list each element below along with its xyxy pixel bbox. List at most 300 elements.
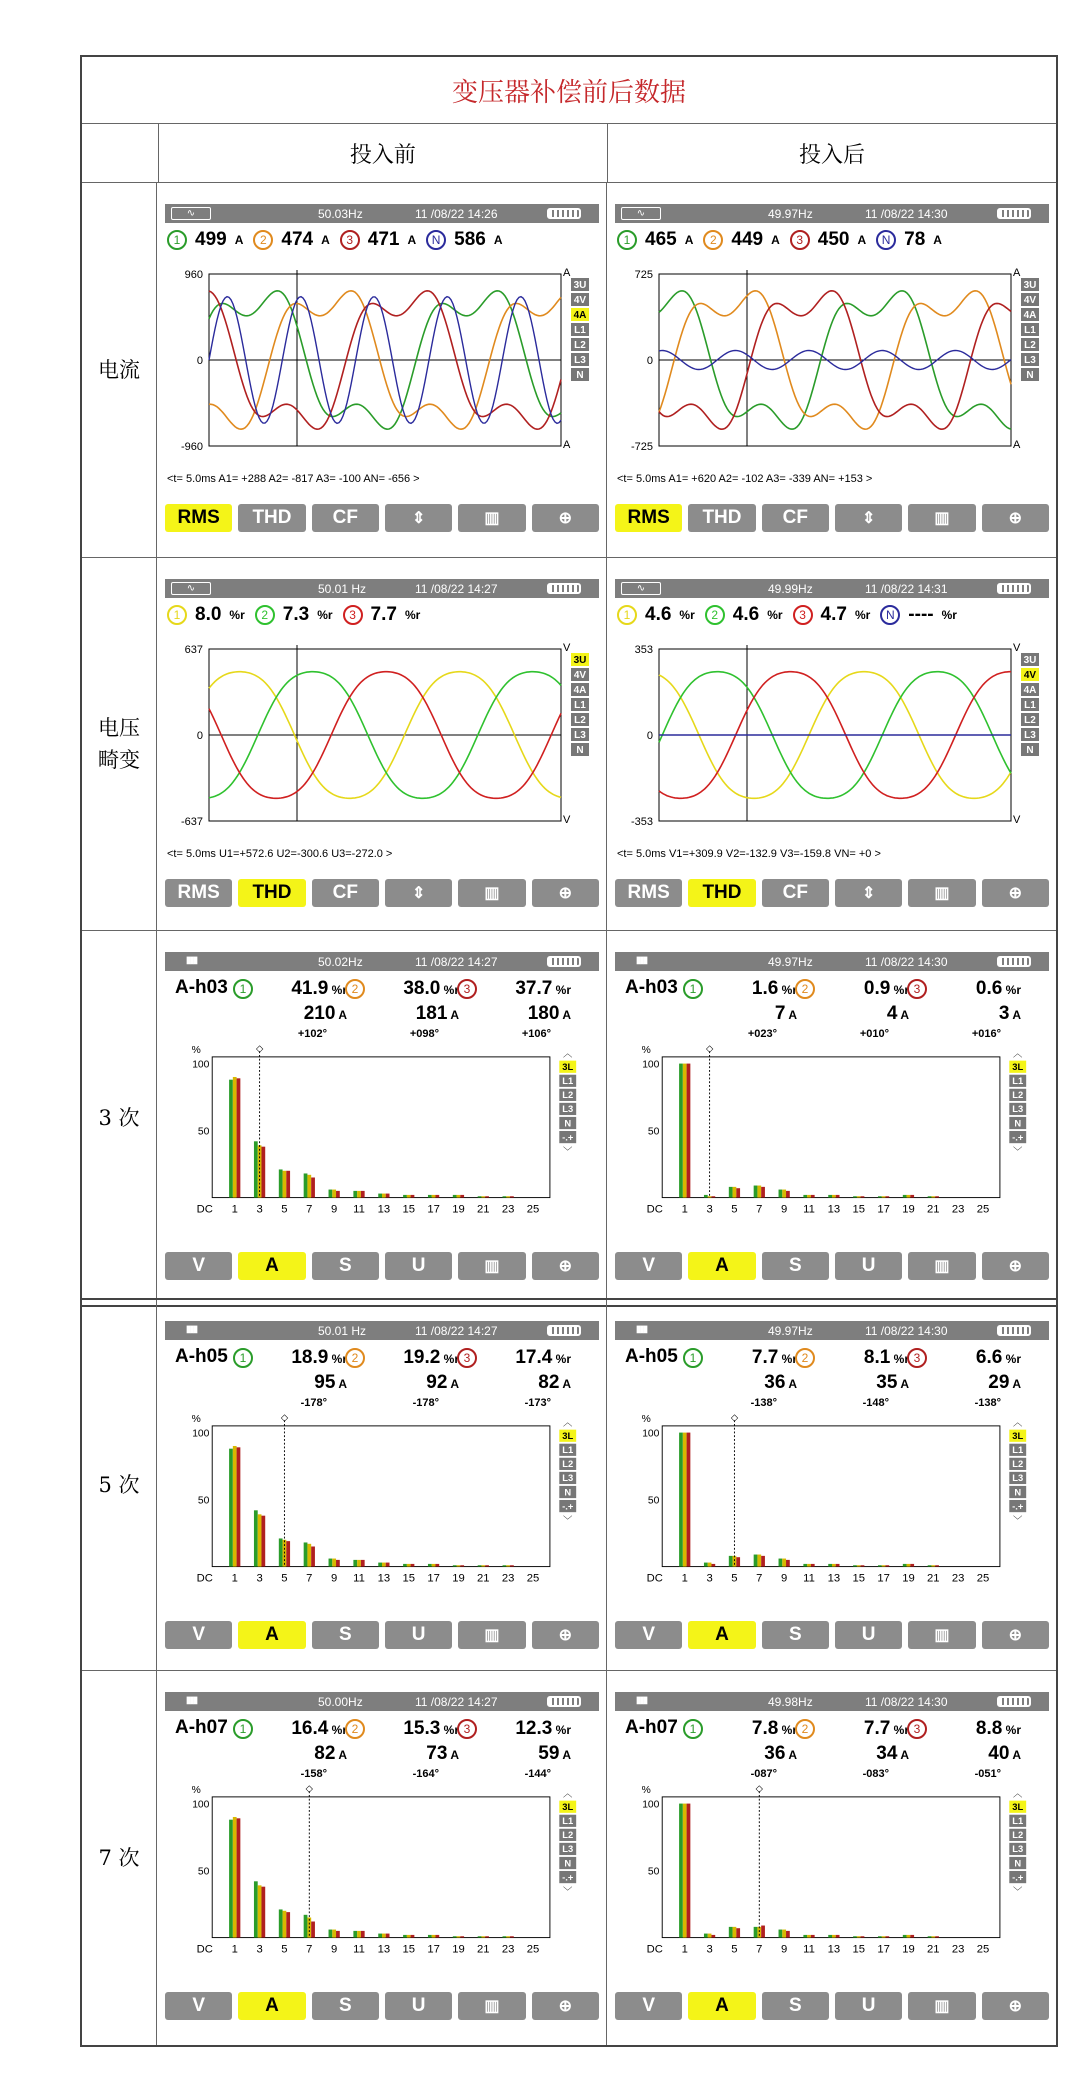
harmonic-bar (336, 1931, 340, 1938)
down-arrow-icon[interactable]: ﹀ (1013, 1515, 1023, 1526)
harmonic-name: A-h07 (175, 1717, 228, 1738)
meter-screen (165, 204, 599, 544)
button-u[interactable]: U (385, 1621, 452, 1649)
phase-unit: %r (679, 608, 695, 622)
harmonic-amp: 73 (426, 1743, 448, 1764)
battery-icon (547, 956, 581, 967)
harmonic-phase-1 (687, 1346, 797, 1410)
meter-screen (165, 579, 599, 919)
y-max-label: 960 (184, 269, 203, 281)
x-tick-label: 5 (281, 1572, 288, 1585)
harmonic-phase-3 (911, 1346, 1021, 1410)
battery-icon (547, 583, 581, 594)
x-tick-label: 21 (477, 1203, 490, 1216)
harmonic-amp: 92 (426, 1372, 448, 1393)
up-arrow-icon[interactable]: ︿ (563, 1788, 573, 1799)
harmonic-bar (478, 1196, 482, 1197)
phase-reading (255, 604, 333, 626)
cursor-readout: <t= 5.0ms U1=+572.6 U2=-300.6 U3=-272.0 > (167, 848, 393, 860)
grid-icon[interactable]: ▥ (458, 1992, 525, 2020)
harmonic-bar (811, 1195, 815, 1198)
zoom-icon[interactable]: ⊕ (532, 879, 599, 907)
button-a[interactable]: A (238, 1621, 305, 1649)
harmonic-bar (729, 1927, 733, 1938)
x-tick-label: 25 (976, 1203, 990, 1216)
button-rms[interactable]: RMS (615, 879, 682, 907)
zoom-icon[interactable]: ⊕ (982, 1252, 1049, 1280)
amp-unit: A (559, 1008, 571, 1022)
phase-unit: A (684, 233, 694, 247)
grid-icon[interactable]: ▥ (908, 1252, 975, 1280)
button-s[interactable]: S (762, 1621, 829, 1649)
up-arrow-icon[interactable]: ︿ (1013, 1048, 1023, 1059)
zoom-icon[interactable]: ⊕ (532, 1621, 599, 1649)
harmonic-phase: -138° (974, 1397, 1001, 1409)
phase-1-icon: 1 (683, 979, 703, 999)
phase-3-icon: 3 (457, 1348, 477, 1368)
harmonic-bar (782, 1190, 786, 1198)
header-before: 投入前 (159, 124, 608, 182)
harmonic-bar (828, 1195, 832, 1198)
phase-1-icon: 1 (167, 605, 187, 625)
harmonic-bar (733, 1556, 737, 1567)
up-arrow-icon[interactable]: ︿ (1013, 1788, 1023, 1799)
harmonic-bar (311, 1546, 315, 1566)
phase-value: 7.3 (282, 604, 310, 625)
harmonic-amp-line (461, 1742, 571, 1767)
y-min-label: -960 (180, 441, 203, 453)
harmonic-amp: 59 (538, 1743, 560, 1764)
y-min-label: -725 (630, 441, 653, 453)
y-tick-label: 50 (197, 1495, 210, 1507)
cell-before (157, 1671, 607, 2045)
harmonic-pct: 12.3 (515, 1718, 553, 1739)
harmonic-bar (386, 1934, 390, 1938)
harmonic-bar (435, 1935, 439, 1938)
button-a[interactable]: A (238, 1992, 305, 2020)
harmonic-bar (382, 1194, 386, 1198)
harmonic-mode-icon: ▮▮▮ (635, 1695, 647, 1706)
pct-unit: %r (778, 1352, 797, 1366)
cursor-icon[interactable]: ⇕ (385, 879, 452, 907)
zoom-icon[interactable]: ⊕ (982, 879, 1049, 907)
harmonic-bar (683, 1064, 687, 1198)
down-arrow-icon[interactable]: ﹀ (563, 1515, 573, 1526)
harmonic-phase-1 (237, 1717, 347, 1781)
harmonic-amp-line (799, 1371, 909, 1396)
harmonic-bar (485, 1936, 489, 1937)
function-buttons (165, 1992, 599, 2020)
x-tick-label: 3 (256, 1943, 263, 1956)
phase-2-icon: 2 (345, 1719, 365, 1739)
x-tick-label: 23 (951, 1572, 965, 1585)
harmonic-bar (910, 1935, 914, 1938)
waveform-mode-icon: ∿ (621, 582, 661, 595)
phase-2-icon: 2 (345, 1348, 365, 1368)
harmonic-name: A-h03 (175, 977, 228, 998)
x-tick-label: 25 (526, 1572, 540, 1585)
side-tab-label: L2 (1024, 715, 1036, 726)
x-tick-label: 7 (306, 1943, 313, 1956)
meter-screen (615, 1321, 1049, 1661)
y-tick-label: 100 (642, 1428, 660, 1440)
down-arrow-icon[interactable]: ﹀ (1013, 1146, 1023, 1157)
amp-unit: A (335, 1008, 347, 1022)
harmonic-bar (928, 1936, 932, 1937)
harmonic-phase: -173° (524, 1397, 551, 1409)
zoom-icon[interactable]: ⊕ (982, 1621, 1049, 1649)
harmonic-bar (861, 1565, 865, 1566)
x-tick-label: 9 (331, 1572, 338, 1585)
cell-after (607, 1671, 1056, 2045)
x-tick-label: 23 (501, 1943, 515, 1956)
x-tick-label: DC (196, 1572, 213, 1585)
harmonic-bar (428, 1935, 432, 1938)
harmonic-phase: -178° (412, 1397, 439, 1409)
harmonic-bar (931, 1196, 935, 1197)
harmonic-pct: 19.2 (403, 1347, 441, 1368)
y-tick-label: 50 (647, 1126, 660, 1138)
phase-reading (880, 604, 957, 626)
harmonic-bar (311, 1177, 315, 1197)
harmonic-bar (428, 1564, 432, 1567)
harmonic-bar (510, 1565, 514, 1566)
harmonic-bar (506, 1565, 510, 1566)
harmonic-bar (687, 1804, 691, 1938)
harmonic-bar (807, 1935, 811, 1938)
harmonic-phase-2 (799, 1346, 909, 1410)
phase-value: 7.7 (370, 604, 397, 625)
phase-1-icon: 1 (233, 1348, 253, 1368)
down-arrow-icon[interactable]: ﹀ (1013, 1886, 1023, 1897)
y-zero-label: 0 (196, 730, 203, 742)
harmonic-bar (261, 1516, 265, 1567)
phase-reading (340, 229, 416, 251)
harmonic-bar (853, 1936, 857, 1937)
pct-unit: %r (552, 1352, 571, 1366)
harmonic-amp-line (911, 1742, 1021, 1767)
harmonic-bar (803, 1564, 807, 1567)
button-s[interactable]: S (762, 1992, 829, 2020)
harmonic-bar (457, 1565, 461, 1566)
button-thd[interactable]: THD (688, 504, 755, 532)
y-unit-label: V (563, 642, 571, 654)
phase-2-icon: 2 (705, 605, 725, 625)
grid-icon[interactable]: ▥ (908, 879, 975, 907)
button-s[interactable]: S (312, 1992, 379, 2020)
side-tab-label: L1 (1012, 1816, 1024, 1827)
harmonic-bar (761, 1926, 765, 1938)
harmonic-name: A-h05 (625, 1346, 678, 1367)
button-rms[interactable]: RMS (615, 504, 682, 532)
phase-3-icon: 3 (907, 979, 927, 999)
x-tick-label: 21 (477, 1943, 490, 1956)
x-tick-label: 5 (281, 1943, 288, 1956)
phase-2-icon: 2 (795, 1348, 815, 1368)
phase-3-icon: 3 (343, 605, 363, 625)
harmonic-phase: -178° (300, 1397, 327, 1409)
phase-unit: A (857, 233, 867, 247)
harmonic-bar (411, 1195, 415, 1198)
pct-unit: %r (328, 1723, 347, 1737)
harmonic-bar (378, 1563, 382, 1567)
pct-unit: %r (552, 983, 571, 997)
harmonic-phase: -051° (974, 1768, 1001, 1780)
harmonic-pct-line (349, 977, 459, 1002)
button-v[interactable]: V (615, 1992, 682, 2020)
harmonic-bar (336, 1191, 340, 1198)
harmonic-pct: 8.8 (975, 1718, 1003, 1739)
harmonic-bar (353, 1560, 357, 1567)
y-tick-label: 100 (192, 1059, 210, 1071)
harmonic-amp-line (911, 1002, 1021, 1027)
harmonic-phase-3 (911, 1717, 1021, 1781)
harmonic-bar (733, 1187, 737, 1198)
x-tick-label: 9 (331, 1203, 338, 1216)
harmonic-pct-line (687, 1717, 797, 1742)
y-tick-label: 100 (642, 1799, 660, 1811)
harmonic-bar (861, 1196, 865, 1197)
cursor-marker-icon: ◇ (705, 1043, 714, 1054)
phase-reading (167, 229, 243, 251)
x-tick-label: 15 (852, 1572, 865, 1585)
zoom-icon[interactable]: ⊕ (532, 1992, 599, 2020)
harmonic-amp-line (911, 1371, 1021, 1396)
side-tab-label: L3 (562, 1104, 574, 1115)
harmonic-amp-line (237, 1002, 347, 1027)
grid-icon[interactable]: ▥ (908, 1621, 975, 1649)
harmonic-bar (329, 1559, 333, 1567)
x-tick-label: 13 (377, 1203, 391, 1216)
side-tab-label: N (1026, 370, 1034, 381)
grid-icon[interactable]: ▥ (458, 879, 525, 907)
status-bar (165, 579, 599, 598)
datetime: 11 /08/22 14:27 (415, 1694, 498, 1709)
harmonic-pct: 7.7 (751, 1347, 779, 1368)
y-max-label: 637 (184, 644, 203, 656)
harmonic-pct: 7.8 (751, 1718, 779, 1739)
harmonic-bar (757, 1186, 761, 1198)
harmonic-amp-line (687, 1371, 797, 1396)
harmonic-amp: 4 (886, 1003, 898, 1024)
data-row (82, 1670, 1056, 2045)
harmonic-bar (935, 1936, 939, 1937)
button-s[interactable]: S (312, 1252, 379, 1280)
y-unit-label: A (563, 267, 571, 279)
button-u[interactable]: U (835, 1252, 902, 1280)
y-unit-label-bottom: A (563, 439, 571, 451)
harmonic-bar (432, 1195, 436, 1198)
zoom-icon[interactable]: ⊕ (982, 1992, 1049, 2020)
phase-reading (793, 604, 871, 626)
button-thd[interactable]: THD (238, 504, 305, 532)
button-a[interactable]: A (688, 1992, 755, 2020)
frequency: 50.02Hz (318, 954, 363, 969)
harmonic-pct: 17.4 (515, 1347, 553, 1368)
pct-unit: %r (440, 1723, 459, 1737)
x-tick-label: 13 (377, 1943, 391, 1956)
button-v[interactable]: V (165, 1992, 232, 2020)
cursor-icon[interactable]: ⇕ (835, 879, 902, 907)
y-tick-label: 50 (197, 1866, 210, 1878)
side-tab-label: 4A (1023, 685, 1037, 696)
harmonic-pct-line (799, 977, 909, 1002)
harmonic-phase: +098° (409, 1028, 439, 1040)
phase-reading (167, 604, 245, 626)
button-s[interactable]: S (312, 1621, 379, 1649)
side-tab-label: N (564, 1858, 572, 1869)
phase-2-icon: 2 (703, 230, 723, 250)
frequency: 50.03Hz (318, 206, 363, 221)
phase-1-icon: 1 (233, 979, 253, 999)
harmonic-bar (786, 1560, 790, 1567)
harmonic-pct-line (461, 1346, 571, 1371)
y-tick-label: 100 (192, 1799, 210, 1811)
button-thd[interactable]: THD (238, 879, 305, 907)
button-u[interactable]: U (835, 1621, 902, 1649)
x-tick-label: 17 (877, 1572, 890, 1585)
frequency: 49.97Hz (768, 954, 813, 969)
side-tab-label: N (576, 745, 584, 756)
harmonic-bar (687, 1064, 691, 1198)
pct-unit: %r (778, 983, 797, 997)
data-row (82, 182, 1056, 557)
pct-unit: %r (1002, 1723, 1021, 1737)
y-unit-label: A (1013, 267, 1021, 279)
datetime: 11 /08/22 14:27 (415, 1323, 498, 1338)
status-bar (615, 1692, 1049, 1711)
status-bar (165, 1692, 599, 1711)
harmonic-bar (382, 1563, 386, 1567)
x-tick-label: 7 (756, 1943, 763, 1956)
phase-3-icon: 3 (907, 1719, 927, 1739)
harmonic-phase-3 (911, 977, 1021, 1041)
side-tab-label: L3 (1024, 730, 1036, 741)
datetime: 11 /08/22 14:26 (415, 206, 498, 221)
button-s[interactable]: S (762, 1252, 829, 1280)
cursor-readout: <t= 5.0ms A1= +288 A2= -817 A3= -100 AN= -656 > (167, 473, 420, 485)
harmonic-bar (683, 1433, 687, 1567)
cursor-readout: <t= 5.0ms A1= +620 A2= -102 A3= -339 AN= +153 > (617, 473, 873, 485)
row-label: 7 次 (82, 1671, 157, 2045)
button-u[interactable]: U (835, 1992, 902, 2020)
harmonic-amp: 95 (314, 1372, 336, 1393)
harmonic-bar (283, 1911, 287, 1938)
table-title: 变压器补偿前后数据 (451, 77, 686, 108)
button-cf[interactable]: CF (312, 504, 379, 532)
side-tab-label: L3 (1012, 1844, 1024, 1855)
phase-unit: %r (229, 608, 245, 622)
button-v[interactable]: V (615, 1252, 682, 1280)
meter-screen (615, 1692, 1049, 2032)
zoom-icon[interactable]: ⊕ (982, 504, 1049, 532)
phase-value: 499 (195, 229, 227, 250)
up-arrow-icon[interactable]: ︿ (563, 1417, 573, 1428)
harmonic-bar (233, 1077, 237, 1198)
phase-value: 4.6 (645, 604, 672, 625)
side-tab-label: L1 (1024, 325, 1036, 336)
button-a[interactable]: A (688, 1621, 755, 1649)
harmonic-bar (836, 1935, 840, 1938)
button-a[interactable]: A (688, 1252, 755, 1280)
phase-3-icon: 3 (457, 979, 477, 999)
grid-icon[interactable]: ▥ (458, 504, 525, 532)
button-u[interactable]: U (385, 1992, 452, 2020)
zoom-icon[interactable]: ⊕ (532, 504, 599, 532)
harmonic-bar (928, 1196, 932, 1197)
cursor-icon[interactable]: ⇕ (835, 504, 902, 532)
side-tab-label: L1 (562, 1445, 574, 1456)
button-rms[interactable]: RMS (165, 504, 232, 532)
battery-icon (547, 208, 581, 219)
harmonic-pct-line (349, 1717, 459, 1742)
side-tab-label: 3U (1023, 280, 1037, 291)
harmonic-bar (679, 1804, 683, 1938)
harmonic-bar (679, 1433, 683, 1567)
button-v[interactable]: V (165, 1252, 232, 1280)
button-v[interactable]: V (165, 1621, 232, 1649)
y-max-label: 353 (634, 644, 653, 656)
harmonic-bar (503, 1565, 507, 1566)
x-tick-label: 13 (827, 1943, 841, 1956)
harmonic-bar (832, 1195, 836, 1198)
cursor-icon[interactable]: ⇕ (385, 504, 452, 532)
harmonic-bar (907, 1564, 911, 1567)
side-tab-label: L2 (574, 340, 586, 351)
zoom-icon[interactable]: ⊕ (532, 1252, 599, 1280)
phase-unit: A (493, 233, 503, 247)
down-arrow-icon[interactable]: ﹀ (563, 1886, 573, 1897)
up-arrow-icon[interactable]: ︿ (1013, 1417, 1023, 1428)
harmonic-phase-3 (461, 977, 571, 1041)
x-tick-label: 19 (902, 1203, 915, 1216)
phase-2-icon: 2 (255, 605, 275, 625)
y-unit-label: % (641, 1785, 651, 1797)
harmonic-bar (853, 1196, 857, 1197)
grid-icon[interactable]: ▥ (458, 1621, 525, 1649)
side-tab-label: 4V (573, 295, 587, 306)
button-rms[interactable]: RMS (165, 879, 232, 907)
datetime: 11 /08/22 14:30 (865, 954, 948, 969)
x-tick-label: 17 (427, 1203, 440, 1216)
waveform-mode-icon: ∿ (171, 582, 211, 595)
grid-icon[interactable]: ▥ (908, 1992, 975, 2020)
harmonic-bar (711, 1196, 715, 1197)
grid-icon[interactable]: ▥ (908, 504, 975, 532)
harmonic-bar (457, 1936, 461, 1937)
button-cf[interactable]: CF (312, 879, 379, 907)
button-u[interactable]: U (385, 1252, 452, 1280)
button-thd[interactable]: THD (688, 879, 755, 907)
grid-icon[interactable]: ▥ (458, 1252, 525, 1280)
x-tick-label: DC (646, 1943, 663, 1956)
harmonic-bar (757, 1927, 761, 1938)
frequency: 49.99Hz (768, 581, 813, 596)
button-v[interactable]: V (615, 1621, 682, 1649)
up-arrow-icon[interactable]: ︿ (563, 1048, 573, 1059)
down-arrow-icon[interactable]: ﹀ (563, 1146, 573, 1157)
harmonic-bar (460, 1936, 464, 1937)
harmonic-phase-2 (799, 977, 909, 1041)
phase-unit: A (234, 233, 244, 247)
harmonic-bar (857, 1936, 861, 1937)
button-cf[interactable]: CF (762, 879, 829, 907)
harmonic-bar (832, 1935, 836, 1938)
harmonic-bar (506, 1196, 510, 1197)
button-a[interactable]: A (238, 1252, 305, 1280)
harmonic-bar (304, 1173, 308, 1197)
button-cf[interactable]: CF (762, 504, 829, 532)
